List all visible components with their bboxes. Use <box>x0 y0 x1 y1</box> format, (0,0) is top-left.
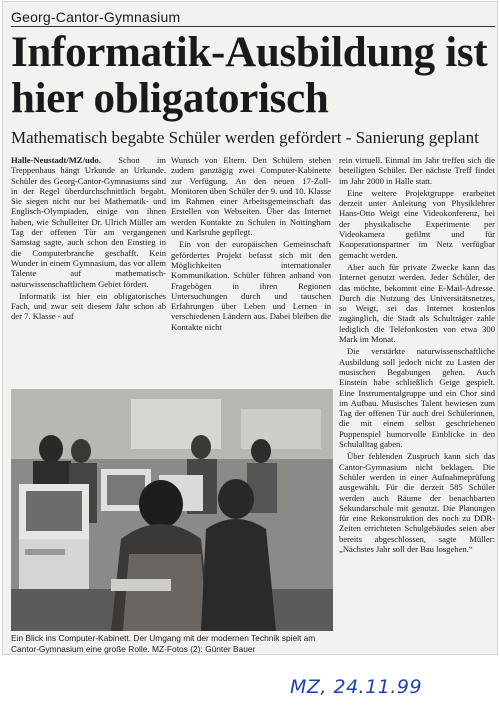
handwritten-date: MZ, 24.11.99 <box>290 676 423 698</box>
article-column-3 <box>339 155 495 650</box>
paragraph: Eine weitere Projektgruppe erarbeitet derzeit unter Anleitung von Physiklehrer Hans-Otto Weigt eine Videokonferenz, bei der physikalische Experimente per Videokamera gefilmt und für Kooperationspartner im Netz verfügbar gemacht werden. <box>339 187 495 260</box>
kicker: Georg-Cantor-Gymnasium <box>11 9 495 27</box>
headline: Informatik-Ausbildung ist hier obligatorisch <box>11 29 488 122</box>
paragraph: Informatik ist hier ein obligatorisches Fach, und zwar seit diesem Jahr schon ab der 7. Klasse - auf <box>11 290 166 322</box>
photo-credit: MZ-Fotos (2): Günter Bauer <box>152 643 256 654</box>
paragraph: Halle-Neustadt/MZ/udo. Schon im Treppenhaus hängt Urkunde an Urkunde. Schüler des Georg-Cantor-Gymnasiums sind in der Regel überdurchschnittlich begabt. Sie siegen nicht nur bei Mathematik- und Englisch-Olympiaden, einige von ihnen haben, wie Schulleiter Dr. Ulrich Müller am Tag der offenen Tür am vergangenen Samstag sagte, auch schon den Einstieg in die Computerbranche geschafft. Kein Wunder in einem Gymnasium, das vor allem Talente auf mathematisch-naturwissenschaftlichem Gebiet fördert. <box>11 155 166 289</box>
computer-lab-photo <box>11 389 333 631</box>
newspaper-clipping <box>3 2 497 654</box>
article-column-1 <box>11 155 166 391</box>
photo-caption: Ein Blick ins Computer-Kabinett. Der Umgang mit der modernen Technik spielt am Cantor-Gymnasium eine große Rolle. MZ-Fotos (2): Günter Bauer <box>11 633 316 654</box>
paragraph: Wunsch von Eltern. Den Schülern stehen zudem ganztägig zwei Computer-Kabinette zur Verfügung. An den neuen 17-Zoll-Monitoren üben Schüler der 9. und 10. Klasse im Rahmen einer Arbeitsgemeinschaft das Erstellen von Webseiten. Über das Internet werden Kontakte zu Schulen in Nottingham und Karlsruhe gepflegt. <box>171 155 331 238</box>
paragraph: Ein von der europäischen Gemeinschaft gefördertes Projekt befasst sich mit den Möglichkeiten internationaler Kommunikation. Schüler führen anhand von Fragebögen in ihren Regionen Untersuchungen durch und tauschen Erfahrungen über Leben und Lernen in verschiedenen Ländern aus. Dabei bleiben die Kontakte nicht <box>171 239 331 332</box>
subheadline: Mathematisch begabte Schüler werden gefördert - Sanierung geplant <box>11 128 479 147</box>
article-column-2 <box>171 155 331 391</box>
paragraph: Über fehlenden Zuspruch kann sich das Cantor-Gymnasium nicht beklagen. Die Schüler werden in einer Aufnahmeprüfung ausgewählt. Für die derzeit 585 Schüler werden auch Räume der benachbarten Sekundarschule mit genutzt. Die Planungen für eine Rekonstruktion des noch zu DDR-Zeiten errichteten Schulgebäudes seien aber bereits abgeschlossen, sagte Müller: „Nächstes Jahr soll der Bau losgehen.“ <box>339 451 495 554</box>
paragraph: Aber auch für private Zwecke kann das Internet genutzt werden. Jeder Schüler, der das möchte, bekommt eine E-Mail-Adresse. Durch die Nutzung des Universitätsnetzes, so Weigt, sei das Internet kostenlos zugänglich, die Stadt als Schulträger zahle lediglich die Telefonkosten von etwa 300 Mark im Monat. <box>339 261 495 345</box>
paragraph: rein virtuell. Einmal im Jahr treffen sich die beteiligten Schüler. Der nächste Treff findet im Jahr 2000 in Halle statt. <box>339 155 495 186</box>
paragraph: Die verstärkte naturwissenschaftliche Ausbildung soll jedoch nicht zu Lasten der musischen Begabungen gehen. Auch Einstein habe schließlich Geige gespielt. Eine Instrumentalgruppe und ein Chor sind im Aufbau. Musisches Talent bewiesen zum Tag der offenen Tür auch drei Schülerinnen, die mit einem selbst geschriebenen Puppenspiel humorvolle Einblicke in den Schulalltag gaben. <box>339 346 495 450</box>
dateline: Halle-Neustadt/MZ/udo. <box>11 155 101 165</box>
